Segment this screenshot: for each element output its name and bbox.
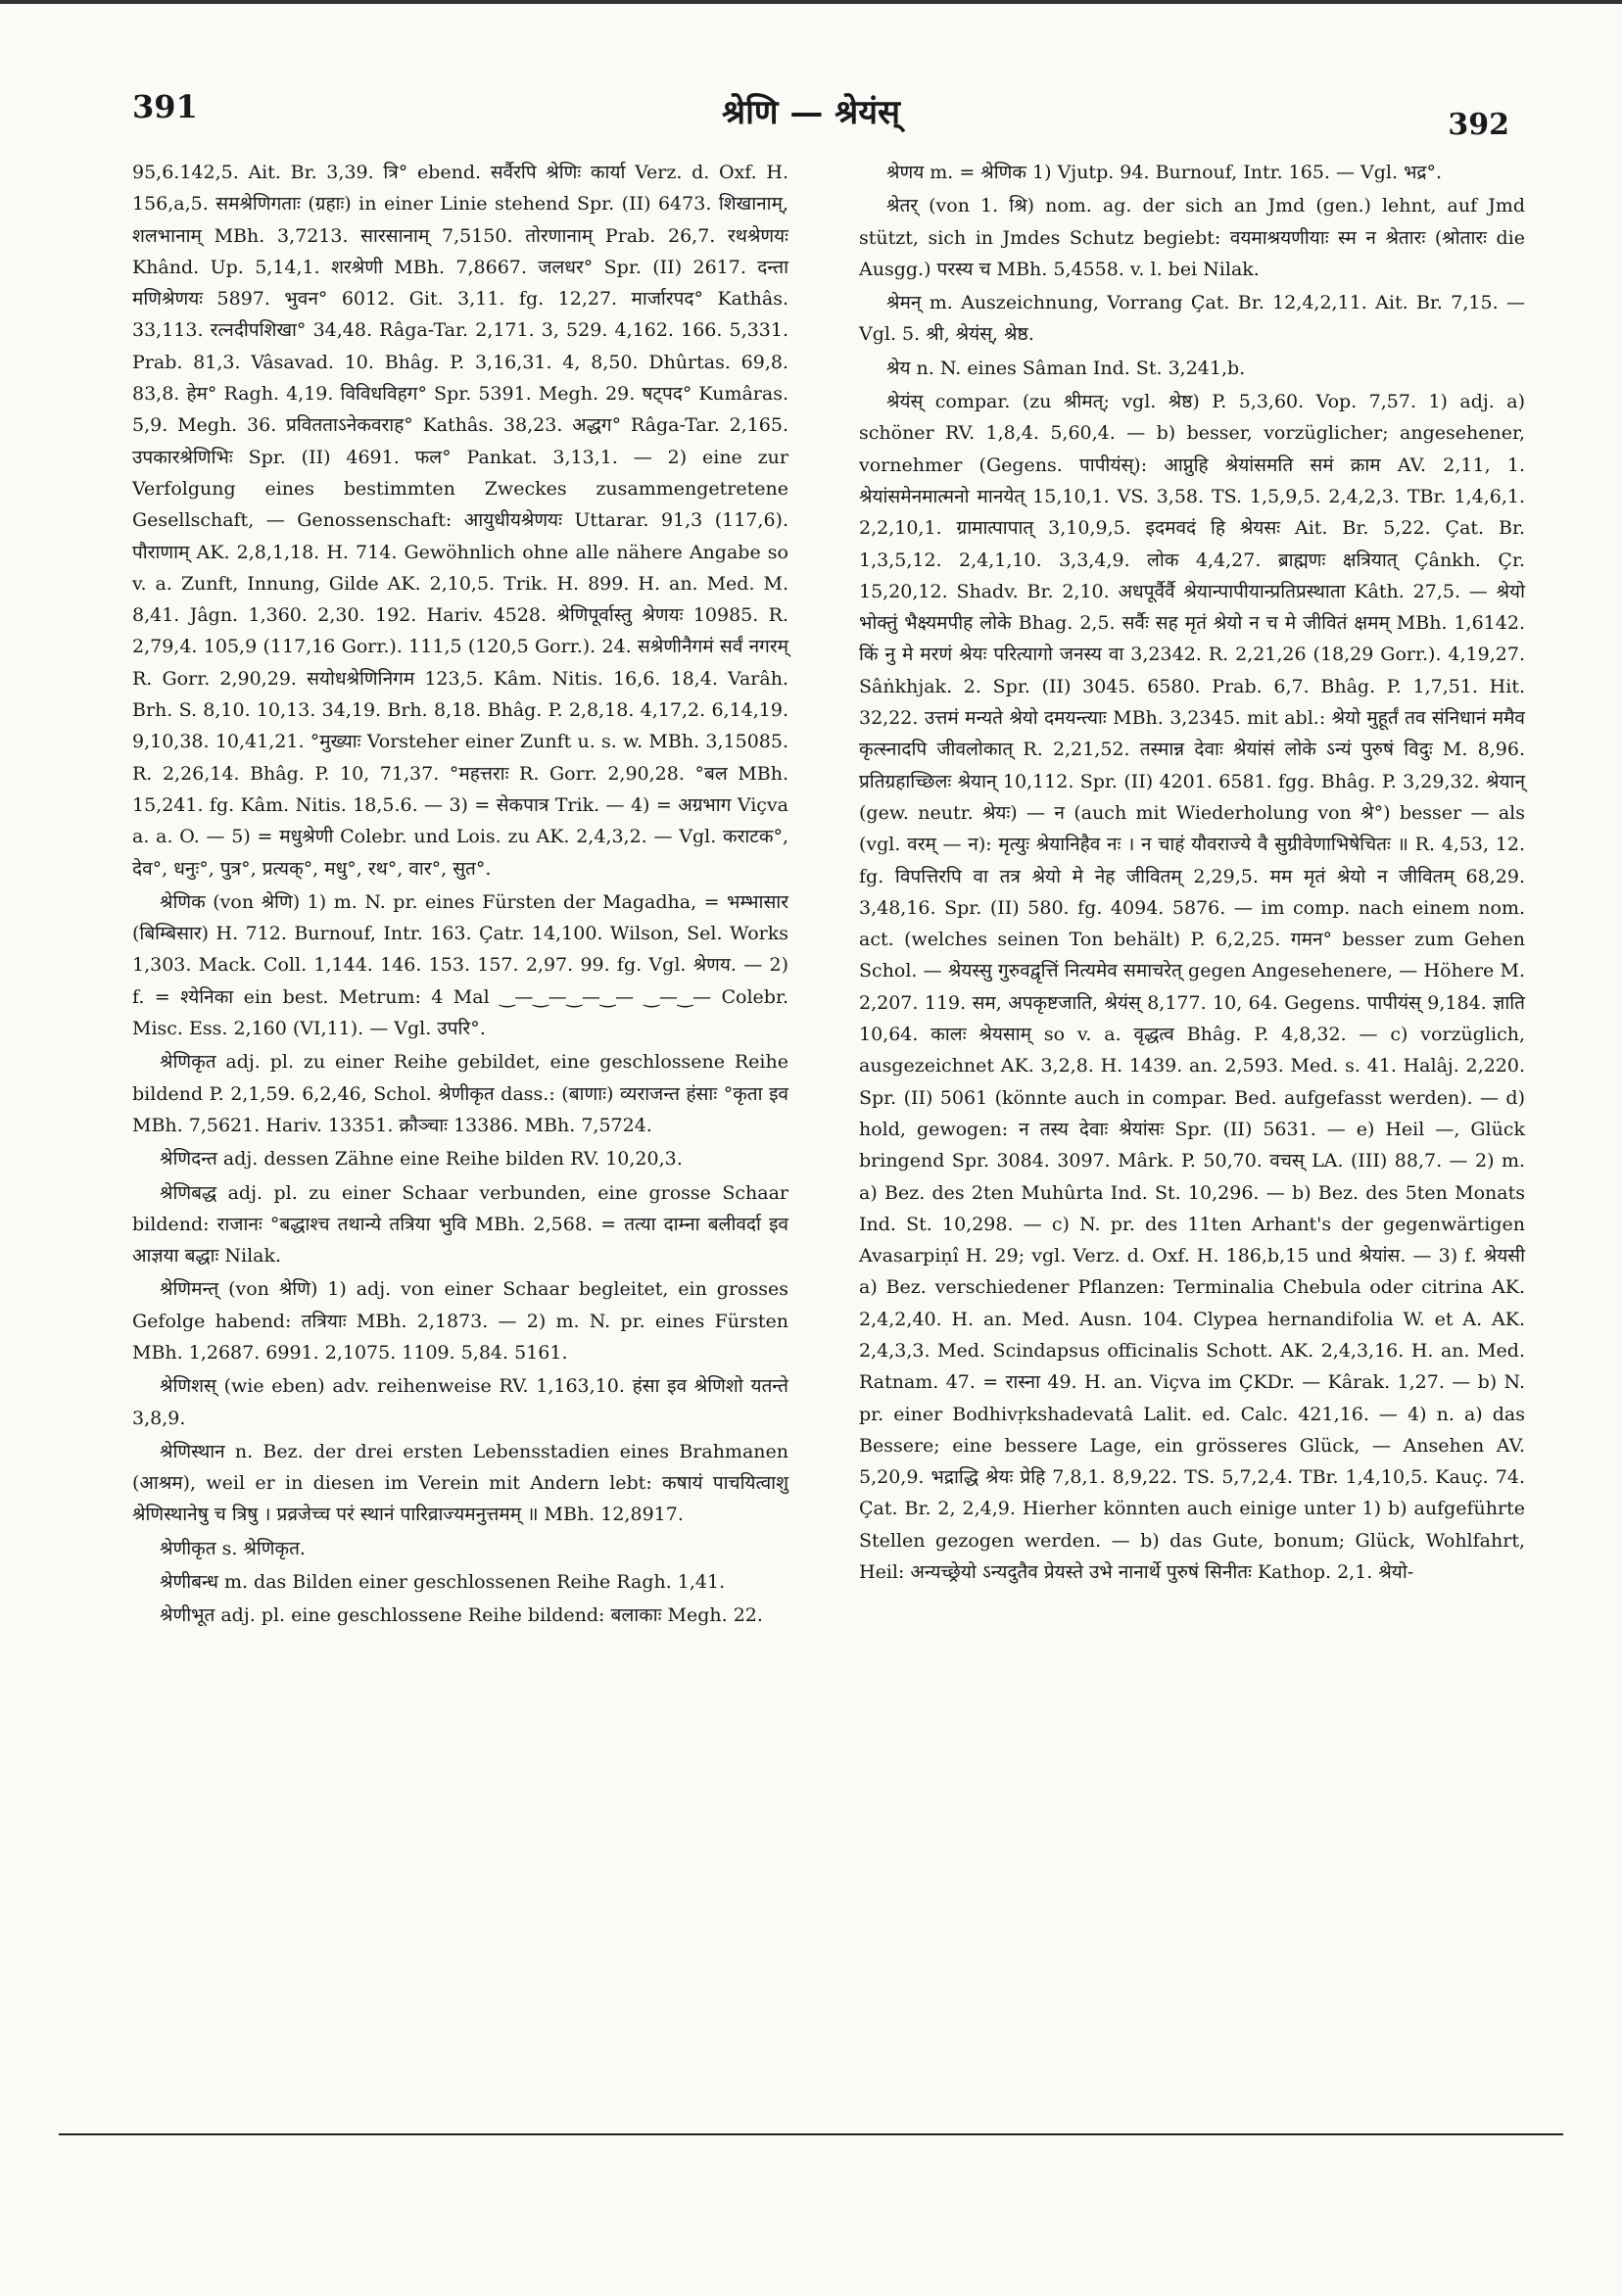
left-column-entry: श्रेणिक (von श्रेणि) 1) m. N. pr. eines Fürsten der Magadha, = भम्भासार (बिम्बिसार) H. 712. Burnouf, Intr. 163. Çatr. 14,100. Wilson, Sel. Works 1,303. Mack. Coll. 1,144. 146. 153. 157. 2,97. 99. fg. Vgl. श्रेणय. — 2) f. = श्येनिका ein best. Metrum: 4 Mal ‿—‿—‿—‿— ‿—‿— Colebr. Misc. Ess. 2,160 (VI,11). — Vgl. उपरि°. (132, 890, 788, 1040)
left-column (132, 157, 788, 1634)
page-header (0, 78, 1622, 142)
left-column-entry: श्रेणिकृत adj. pl. zu einer Reihe gebildet, eine geschlossene Reihe bildend P. 2,1,59. 6,2,46, Schol. श्रेणीकृत dass.: (बाणाः) व्यराजन्त हंसाः °कृता इव MBh. 7,5621. Hariv. 13351. क्रौञ्चाः 13386. MBh. 7,5724. (132, 1051, 788, 1136)
left-column-entry: श्रेणिस्थान n. Bez. der drei ersten Lebensstadien eines Brahmanen (आश्रम), weil er in diesen im Verein mit Andern lebt: कषायं पाचयित्वाशु श्रेणिस्थानेषु च त्रिषु । प्रव्रजेच्च परं स्थानं पारिव्राज्यमनुत्तमम् ॥ MBh. 12,8917. (132, 1440, 788, 1526)
left-column-entry: श्रेणिबद्ध adj. pl. zu einer Schaar verbunden, eine grosse Schaar bildend: राजानः °बद्धाश्च तथान्ये तत्रिया भुवि MBh. 2,568. = तत्या दाम्ना बलीवर्दा इव आज्ञया बद्धाः Nilak. (132, 1181, 788, 1268)
right-column-entry: श्रेणय m. = श्रेणिक 1) Vjutp. 94. Burnouf, Intr. 165. — Vgl. भद्र°. (886, 162, 1443, 183)
left-column-entry: श्रेणीकृत s. श्रेणिकृत. (160, 1537, 306, 1559)
right-column-entry: श्रेयंस् compar. (zu श्रीमत्; vgl. श्रेष्ठ) P. 5,3,60. Vop. 7,57. 1) adj. a) schöner RV. 1,8,4. 5,60,4. — b) besser, vorzüglicher; angesehener, vornehmer (Gegens. पापीयंस्): आप्नुहि श्रेयांसमति समं क्राम AV. 2,11, 1. श्रेयांसमेनमात्मनो मानयेत् 15,10,1. VS. 3,58. TS. 1,5,9,5. 2,4,2,3. TBr. 1,4,6,1. 2,2,10,1. ग्रामात्पापात् 3,10,9,5. इदमवदं हि श्रेयसः Ait. Br. 5,22. Çat. Br. 1,3,5,12. 2,4,1,10. 3,3,4,9. लोक 4,4,27. ब्राह्मणः क्षत्रियात् Çânkh. Çr. 15,20,12. Shadv. Br. 2,10. अधपूर्वैर्वै श्रेयान्पापीयान्प्रतिप्रस्थाता Kâth. 27,5. — श्रेयो भोक्तुं भैक्ष्यमपीह लोके Bhag. 2,5. सर्वैः सह मृतं श्रेयो न च मे जीवितं क्षमम् MBh. 1,6142. किं नु मे मरणं श्रेयः परित्यागो जनस्य वा 3,2342. R. 2,21,26 (18,29 Gorr.). 4,19,27. Sâṅkhjak. 2. Spr. (II) 3045. 6580. Prab. 6,7. Bhâg. P. 1,7,51. Hit. 32,22. उत्तमं मन्यते श्रेयो दमयन्त्याः MBh. 3,2345. mit abl.: श्रेयो मुहूर्तं तव संनिधानं ममैव कृत्स्नादपि जीवलोकात् R. 2,21,52. तस्मान्न देवाः श्रेयांसं लोके ऽन्यं पुरुषं विदुः M. 8,96. प्रतिग्रहाच्छिलः श्रेयान् 10,112. Spr. (II) 4201. 6581. fgg. Bhâg. P. 3,29,32. श्रेयान् (gew. neutr. श्रेयः) — न (auch mit Wiederholung von श्रे°) besser — als (vgl. वरम् — न): मृत्युः श्रेयानिहैव नः । न चाहं यौवराज्ये वै सुग्रीवेणाभिषेचितः ॥ R. 4,53, 12. fg. विपत्तिरपि वा तत्र श्रेयो मे नेह जीवितम् 2,29,5. मम मृतं श्रेयो न जीवितम् 68,29. 3,48,16. Spr. (II) 580. fg. 4094. 5876. — im comp. nach einem nom. act. (welches seinen Ton behält) P. 6,2,25. गमन° besser zum Gehen Schol. — श्रेयस्सु गुरुवद्वृत्तिं नित्यमेव समाचरेत् gegen Angesehenere, — Höhere M. 2,207. 119. सम, अपकृष्टजाति, श्रेयंस् 8,177. 10, 64. Gegens. पापीयंस् 9,184. ज्ञाति 10,64. कालः श्रेयसाम् so v. a. वृद्धत्व Bhâg. P. 4,8,32. — c) vorzüglich, ausgezeichnet AK. 3,2,8. H. 1439. an. 2,593. Med. s. 41. Halâj. 2,220. Spr. (II) 5061 (könnte auch in compar. Bed. aufgefasst werden). — d) hold, gewogen: न तस्य देवाः श्रेयांसः Spr. (II) 5631. — e) Heil —, Glück bringend Spr. 3084. 3097. Mârk. P. 50,70. वचस् LA. (III) 88,7. — 2) m. a) Bez. des 2ten Muhûrta Ind. St. 10,296. — b) Bez. des 5ten Monats Ind. St. 10,298. — c) N. pr. des 11ten Arhant's der gegenwärtigen Avasarpiṇî H. 29; vgl. Verz. d. Oxf. H. 186,b,15 und श्रेयांस. — 3) f. श्रेयसी a) Bez. verschiedener Pflanzen: Terminalia Chebula oder citrina AK. 2,4,2,40. H. an. Med. Ausn. 104. Clypea hernandifolia W. et A. AK. 2,4,3,3. Med. Scindapsus officinalis Schott. AK. 2,4,3,16. H. an. Med. Ratnam. 47. = रास्ना 49. H. an. Viçva im ÇKDr. — Kârak. 1,27. — b) N. pr. einer Bodhivṛkshadevatâ Lalit. ed. Calc. 421,16. — 4) n. a) das Bessere; eine bessere Lage, ein grösseres Glück, — Ansehen AV. 5,20,9. भद्राद्धि श्रेयः प्रेहि 7,8,1. 8,9,22. TS. 5,7,2,4. TBr. 1,4,10,5. Kauç. 74. Çat. Br. 2, 2,4,9. Hierher könnten auch einige unter 1) b) aufgeführte Stellen gezogen werden. — b) das Gute, bonum; Glück, Wohlfahrt, Heil: अन्यच्छ्रेयो ऽन्यदुतैव प्रेयस्ते उभे नानार्थे पुरुषं सिनीतः Kathop. 2,1. श्रेयो- (859, 391, 1525, 1584)
left-column-entry: श्रेणीबन्ध m. das Bilden einer geschlossenen Reihe Ragh. 1,41. (160, 1571, 726, 1594)
right-column-entry: श्रेतर् (von 1. श्रि) nom. ag. der sich an Jmd (gen.) lehnt, auf Jmd stützt, sich in Jmdes Schutz begiebt: वयमाश्रयणीयाः स्म न श्रेतारः (श्रोतारः die Ausgg.) परस्य च MBh. 5,4558. v. l. bei Nilak. (859, 195, 1525, 280)
page-number-left: 391 (132, 88, 198, 125)
right-column-entry: श्रेमन् m. Auszeichnung, Vorrang Çat. Br. 12,4,2,11. Ait. Br. 7,15. — Vgl. 5. श्री, श्रेयंस्, श्रेष्ठ. (859, 292, 1525, 346)
left-column-entry: श्रेणिदन्त adj. dessen Zähne eine Reihe bilden RV. 10,20,3. (160, 1148, 683, 1171)
right-column (859, 157, 1525, 1590)
left-column-entry: 95,6.142,5. Ait. Br. 3,39. त्रि° ebend. सर्वैरपि श्रेणिः कार्या Verz. d. Oxf. H. 156,a,5. समश्रेणिगताः (ग्रहाः) in einer Linie stehend Spr. (II) 6473. शिखानाम्, शलभानाम् MBh. 3,7213. सारसानाम् 7,5150. तोरणानाम् Prab. 26,7. रथश्रेणयः Khând. Up. 5,14,1. शरश्रेणी MBh. 7,8667. जलधर° Spr. (II) 2617. दन्ता मणिश्रेणयः 5897. भुवन° 6012. Git. 3,11. fg. 12,27. मार्जारपद° Kathâs. 33,113. रत्नदीपशिखा° 34,48. Râga-Tar. 2,171. 3, 529. 4,162. 166. 5,331. Prab. 81,3. Vâsavad. 10. Bhâg. P. 3,16,31. 4, 8,50. Dhûrtas. 69,8. 83,8. हेम° Ragh. 4,19. विविधविहग° Spr. 5391. Megh. 29. षट्पद° Kumâras. 5,9. Megh. 36. प्रवितताऽनेकवराह° Kathâs. 38,23. अद्धग° Râga-Tar. 2,165. उपकारश्रेणिभिः Spr. (II) 4691. फल° Pankat. 3,13,1. — 2) eine zur Verfolgung eines bestimmten Zweckes zusammengetretene Gesellschaft, — Genossenschaft: आयुधीयश्रेणयः Uttarar. 91,3 (117,6). पौराणाम् AK. 2,8,1,18. H. 714. Gewöhnlich ohne alle nähere Angabe so v. a. Zunft, Innung, Gilde AK. 2,10,5. Trik. H. 899. H. an. Med. M. 8,41. Jâgn. 1,360. 2,30. 192. Hariv. 4528. श्रेणिपूर्वास्तु श्रेणयः 10985. R. 2,79,4. 105,9 (117,16 Gorr.). 111,5 (120,5 Gorr.). 24. सश्रेणीनैगमं सर्वं नगरम् R. Gorr. 2,90,29. सयोधश्रेणिनिगम 123,5. Kâm. Nitis. 16,6. 18,4. Varâh. Brh. S. 8,10. 10,13. 34,19. Brh. 8,18. Bhâg. P. 2,8,18. 4,17,2. 6,14,19. 9,10,38. 10,41,21. °मुख्याः Vorsteher einer Zunft u. s. w. MBh. 3,15085. R. 2,26,14. Bhâg. P. 10, 71,37. °महत्तराः R. Gorr. 2,90,28. °बल MBh. 15,241. fg. Kâm. Nitis. 18,5.6. — 3) = सेकपात्र Trik. — 4) = अग्रभाग Viçva a. a. O. — 5) = मधुश्रेणी Colebr. und Lois. zu AK. 2,4,3,2. — Vgl. कराटक°, देव°, धनुः°, पुत्र°, प्रत्यक्°, मधु°, रथ°, वार°, सुत°. (132, 162, 788, 880)
top-border-rule (0, 0, 1622, 4)
left-column-entry: श्रेणिशस् (wie eben) adv. reihenweise RV. 1,163,10. हंसा इव श्रेणिशो यतन्ते 3,8,9. (132, 1375, 788, 1429)
left-column-entry: श्रेणिमन्त् (von श्रेणि) 1) adj. von einer Schaar begleitet, ein grosses Gefolge habend: तत्रियाः MBh. 2,1873. — 2) m. N. pr. eines Fürsten MBh. 1,2687. 6991. 2,1075. 1109. 5,84. 5161. (132, 1278, 788, 1363)
left-column-entry: श्रेणीभूत adj. pl. eine geschlossene Reihe bildend: बलाकाः Megh. 22. (160, 1604, 763, 1627)
right-column-entry: श्रेय n. N. eines Sâman Ind. St. 3,241,b. (886, 357, 1246, 379)
page-number-right: 392 (1448, 108, 1509, 142)
bottom-rule (59, 2133, 1563, 2135)
running-head: श्रेणि — श्रेयंस् (722, 93, 900, 132)
